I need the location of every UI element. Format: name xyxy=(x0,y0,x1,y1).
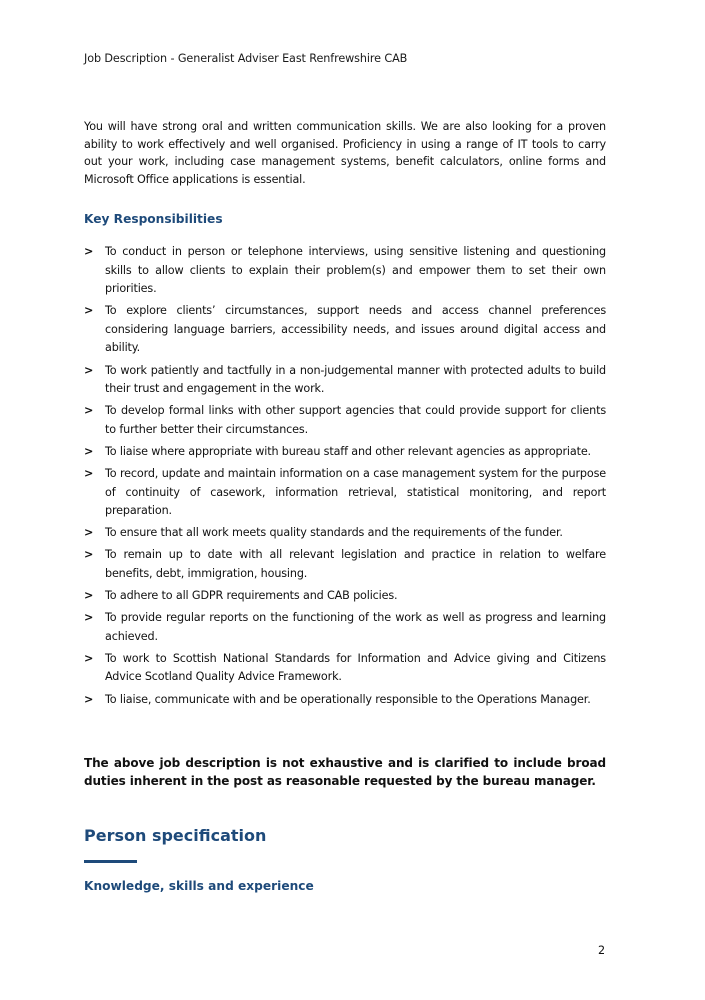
list-item xyxy=(84,465,606,521)
bullet-marker: > xyxy=(84,589,94,603)
list-item-text: To liaise, communicate with and be operationally responsible to the Operations Manager. xyxy=(105,692,591,706)
bullet-marker: > xyxy=(84,526,94,540)
list-item xyxy=(84,402,606,439)
list-item xyxy=(84,587,606,606)
list-item-text: To provide regular reports on the functioning of the work as well as progress and learning achieved. xyxy=(105,611,606,643)
person-specification-heading: Person specification xyxy=(84,826,267,845)
heading-underline xyxy=(84,860,137,863)
list-item xyxy=(84,302,606,358)
bullet-marker: > xyxy=(84,611,94,625)
list-item xyxy=(84,691,606,710)
bullet-marker: > xyxy=(84,245,94,258)
bullet-marker: > xyxy=(84,363,94,377)
bullet-marker: > xyxy=(84,467,94,481)
bullet-marker: > xyxy=(84,692,94,706)
list-item xyxy=(84,650,606,687)
key-responsibilities-heading: Key Responsibilities xyxy=(84,212,223,226)
list-item xyxy=(84,362,606,399)
list-item-text: To work to Scottish National Standards for Information and Advice giving and Citizens Advice Scotland Quality Advice Framework. xyxy=(105,651,606,684)
knowledge-skills-heading: Knowledge, skills and experience xyxy=(84,879,314,893)
bullet-marker: > xyxy=(84,444,94,458)
bullet-marker: > xyxy=(84,304,94,318)
page-header: Job Description - Generalist Adviser East Renfrewshire CAB xyxy=(84,52,408,65)
list-item-text: To adhere to all GDPR requirements and CAB policies. xyxy=(105,589,398,603)
intro-paragraph: You will have strong oral and written communication skills. We are also looking for a proven ability to work effectively and well organised. Proficiency in using a range of IT tools to carry out your work, including case management systems, benefit calculators, online forms and Microsoft Office applications is essential. xyxy=(84,120,606,186)
list-item xyxy=(84,524,606,543)
list-item xyxy=(84,443,606,462)
responsibilities-list xyxy=(84,243,606,713)
list-item-text: To ensure that all work meets quality standards and the requirements of the funder. xyxy=(105,526,563,540)
list-item-text: To develop formal links with other support agencies that could provide support for clients to further better their circumstances. xyxy=(105,404,606,436)
list-item xyxy=(84,546,606,583)
list-item-text: To record, update and maintain information on a case management system for the purpose of continuity of casework, information retrieval, statistical monitoring, and report preparation. xyxy=(105,467,606,518)
closing-statement: The above job description is not exhaustive and is clarified to include broad duties inherent in the post as reasonable requested by the bureau manager. xyxy=(84,756,606,788)
list-item-text: To liaise where appropriate with bureau staff and other relevant agencies as appropriate. xyxy=(105,444,591,458)
list-item-text: To explore clients’ circumstances, support needs and access channel preferences considering language barriers, accessibility needs, and issues around digital access and ability. xyxy=(105,304,606,355)
list-item-text: To conduct in person or telephone interviews, using sensitive listening and questioning skills to allow clients to explain their problem(s) and empower them to set their own priorities. xyxy=(105,245,606,296)
bullet-marker: > xyxy=(84,651,94,665)
list-item xyxy=(84,243,606,299)
page-number: 2 xyxy=(598,944,606,957)
list-item-text: To remain up to date with all relevant legislation and practice in relation to welfare benefits, debt, immigration, housing. xyxy=(105,548,606,580)
bullet-marker: > xyxy=(84,404,94,418)
list-item xyxy=(84,609,606,646)
list-item-text: To work patiently and tactfully in a non-judgemental manner with protected adults to build their trust and engagement in the work. xyxy=(105,363,606,396)
bullet-marker: > xyxy=(84,548,94,562)
